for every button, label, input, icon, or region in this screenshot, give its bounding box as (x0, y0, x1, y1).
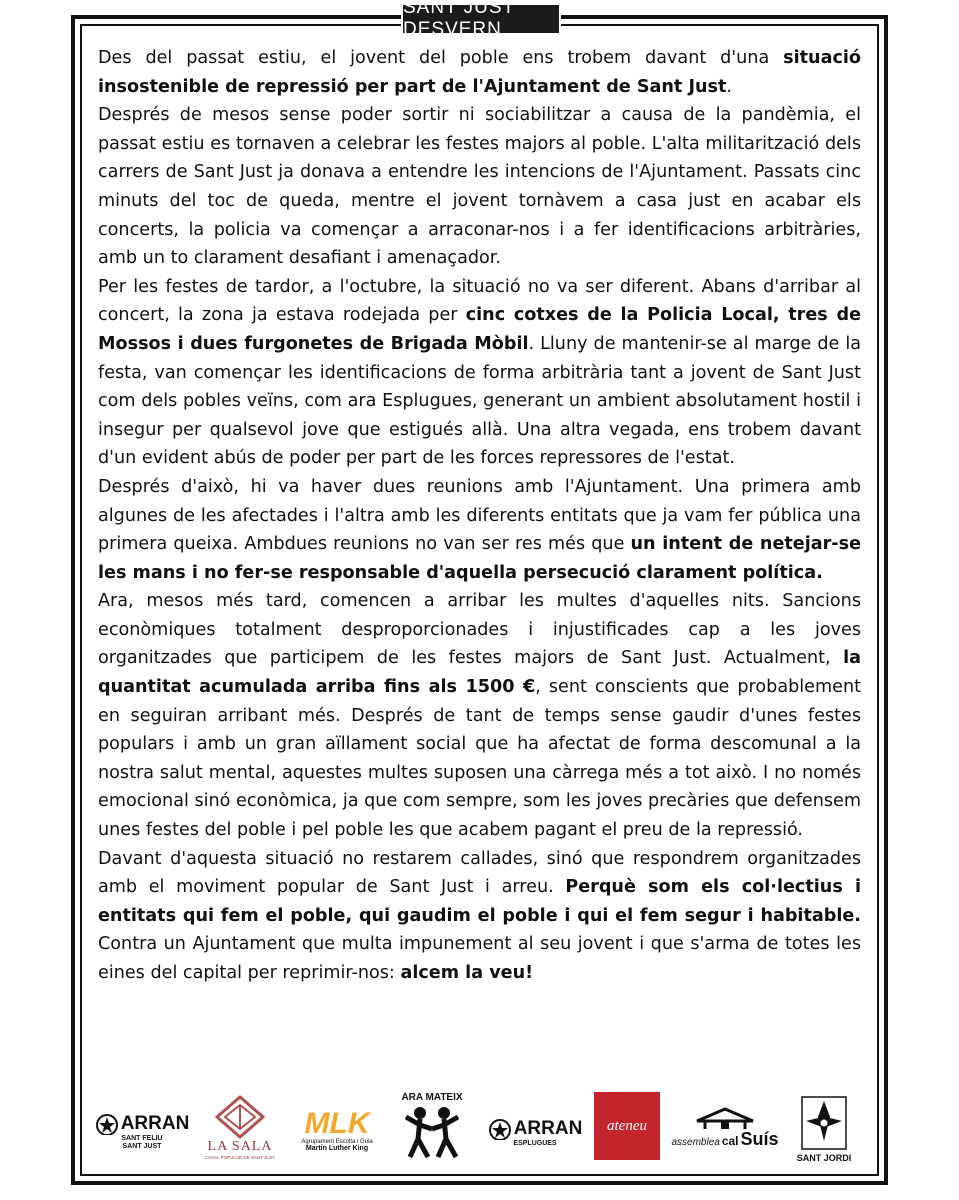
text-run: . Lluny de mantenir-se al marge de la festa, van començar les identificacions de forma arbitrària tant a jovent de Sant Just com dels pobles veïns, com ara Esplugues, generant un ambient absolutament hostil i insegur per qualsevol jove que estigués allà. Una altra vegada, ens trobem davant d'un evident abús de poder per part de les forces repressores de l'estat. (98, 333, 861, 469)
bold-text: alcem la veu! (400, 963, 534, 983)
text-run: Davant d'aquesta situació no restarem callades, sinó que respondrem organitzades amb el moviment popular de Sant Just i arreu. (98, 848, 861, 898)
dancing-figures-icon (402, 1103, 462, 1163)
paragraph (98, 44, 861, 101)
text-run: Després de mesos sense poder sortir ni sociabilitzar a causa de la pandèmia, el passat estiu es tornaven a celebrar les festes majors al poble. L'alta militarització dels carrers de Sant Just ja donava a entendre les intencions de l'Ajuntament. Passats cinc minuts del toc de queda, mentre el jovent tornàvem a casa just en acabar els concerts, la policia va començar a arraconar-nos i a fer identificacions arbitràries, amb un to clarament desafiant i amenaçador. (98, 105, 861, 269)
arran-esplugues-sub: ESPLUGUES (513, 1139, 557, 1147)
location-header: SANT JUST DESVERN (401, 3, 561, 35)
bold-text: situació insostenible de repressió per part de l'Ajuntament de Sant Just (98, 48, 861, 97)
star-icon (95, 1113, 121, 1135)
star-icon (488, 1118, 514, 1140)
santjordi-logo (792, 1088, 856, 1168)
scout-cross-icon (798, 1093, 850, 1153)
paragraph (98, 845, 861, 988)
arran-santfeliu-name: ARRAN (120, 1113, 190, 1134)
text-run: Contra un Ajuntament que multa impunement al seu jovent i que s'arma de totes les eines del capital per reprimir-nos: (98, 934, 861, 983)
mlk-sub1: Agrupament Escolta i Guia (301, 1138, 373, 1145)
text-run: . (726, 76, 733, 97)
santjordi-name: SANT JORDI (796, 1153, 852, 1163)
lasala-sub: CASAL POPULAR DE SANT JUST (204, 1154, 276, 1160)
ateneu-name: ateneu (607, 1117, 647, 1134)
text-run: Ara, mesos més tard, comencen a arribar les multes d'aquelles nits. Sancions econòmiques totalment desproporcionades i injustificades cap a les joves organitzades que participem de les festes majors de Sant Just. Actualment, (98, 591, 861, 669)
calsuis-logo (671, 1098, 779, 1158)
house-roof-icon (695, 1107, 755, 1129)
logo-row (92, 1088, 867, 1168)
aramateix-logo (400, 1088, 464, 1166)
aramateix-name: ARA MATEIX (401, 1091, 463, 1103)
calsuis-line3: Suís (740, 1128, 779, 1149)
mlk-logo (296, 1102, 378, 1158)
paragraph (98, 273, 861, 473)
calsuis-line2: cal (721, 1133, 739, 1148)
mlk-sub2: Martin Luther King (305, 1144, 369, 1152)
body-text (98, 44, 861, 988)
text-run: Des del passat estiu, el jovent del poble ens trobem davant d'una (98, 48, 784, 68)
bold-text: Perquè som els col·lectius i entitats qui fem el poble, qui gaudim el poble i qui el fem segur i habitable. (98, 877, 861, 926)
calsuis-line1: assemblea (671, 1136, 720, 1148)
lasala-name: LA SALA (207, 1138, 273, 1154)
arran-esplugues-name: ARRAN (513, 1117, 583, 1139)
bold-text: la quantitat acumulada arriba fins als 1500 € (98, 648, 861, 698)
lasala-emblem-icon (215, 1095, 265, 1139)
arran-santfeliu-sub: SANT FELIU SANT JUST (121, 1135, 163, 1150)
bold-text: cinc cotxes de la Policia Local, tres de Mossos i dues furgonetes de Brigada Mòbil (98, 305, 861, 354)
arran-santfeliu-logo (96, 1108, 188, 1156)
paragraph (98, 473, 861, 587)
text-run: , sent conscients que probablement en seguiran arribant més. Després de tant de temps sense gaudir d'unes festes populars i amb un gran aïllament social que ha afectat de forma descomunal a la nostra salut mental, aquestes multes suposen una càrrega més a tot això. I no només emocional sinó econòmica, ja que com sempre, som les joves precàries que defensem unes festes del poble i pel poble les que acabem pagant el preu de la repressió. (98, 677, 861, 841)
paragraph (98, 587, 861, 844)
ateneu-logo (594, 1092, 660, 1160)
arran-esplugues-logo (490, 1108, 583, 1156)
text-run: Per les festes de tardor, a l'octubre, la situació no va ser diferent. Abans d'arribar al concert, la zona ja estava rodejada per (98, 276, 861, 326)
lasala-logo (202, 1090, 278, 1164)
text-run: Després d'això, hi va haver dues reunions amb l'Ajuntament. Una primera amb algunes de les afectades i l'altra amb les diferents entitats que ja vam fer pública una primera queixa. Ambdues reunions no van ser res més que (98, 476, 861, 555)
mlk-name: MLK (304, 1106, 370, 1140)
bold-text: un intent de netejar-se les mans i no fer-se responsable d'aquella persecució clarament política. (98, 534, 862, 583)
paragraph (98, 101, 861, 273)
